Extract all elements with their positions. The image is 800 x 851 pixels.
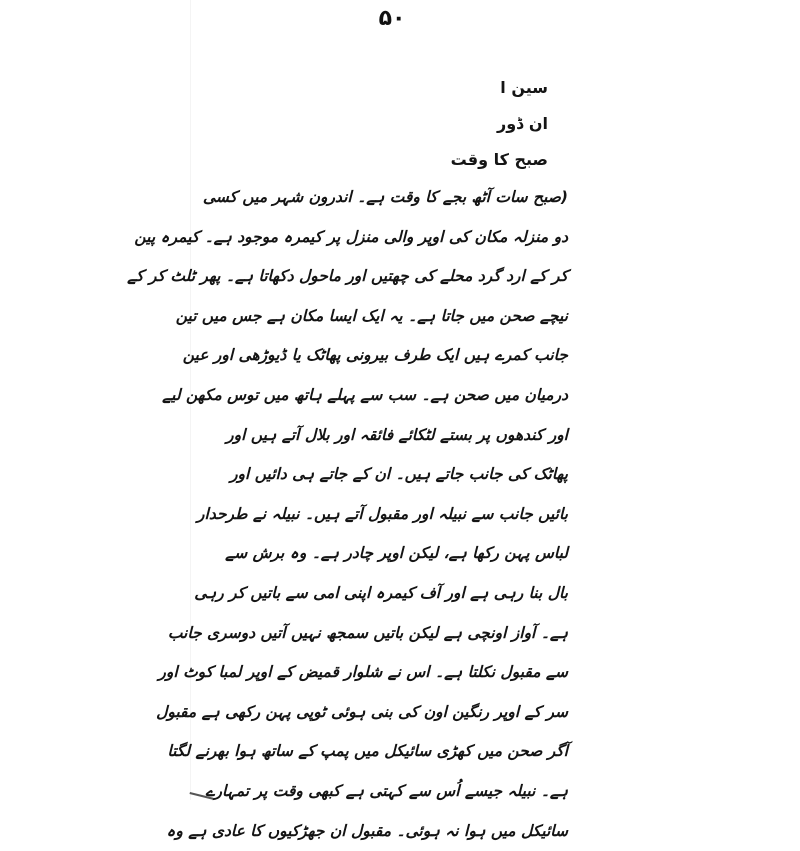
text-line: بال بنا رہی ہے اور آف کیمرہ اپنی امی سے باتیں کر رہی [238, 574, 568, 614]
text-line: اور کندھوں پر بستے لٹکائے فائقہ اور بلال آتے ہیں اور [238, 416, 568, 456]
text-line: دو منزلہ مکان کی اوپر والی منزل پر کیمرہ موجود ہے۔ کیمرہ پین [238, 218, 568, 258]
text-line: درمیان میں صحن ہے۔ سب سے پہلے ہاتھ میں توس مکھن لیے [238, 376, 568, 416]
text-line: بائیں جانب سے نبیلہ اور مقبول آتے ہیں۔ نبیلہ نے طرحدار [238, 495, 568, 535]
text-line: سائیکل میں ہوا نہ ہوئی۔ مقبول ان جھڑکیوں کا عادی ہے وہ [238, 812, 568, 851]
text-line: جانب کمرے ہیں ایک طرف بیرونی پھاٹک یا ڈیوڑھی اور عین [238, 336, 568, 376]
page-number: ۵۰ [372, 6, 412, 31]
text-line: لباس پہن رکھا ہے، لیکن اوپر چادر ہے۔ وہ برش سے [238, 534, 568, 574]
text-line: نیچے صحن میں جاتا ہے۔ یہ ایک ایسا مکان ہے جس میں تین [238, 297, 568, 337]
text-line: ہے۔ آواز اونچی ہے لیکن باتیں سمجھ نہیں آتیں دوسری جانب [238, 614, 568, 654]
text-line: سر کے اوپر رنگین اون کی بنی ہوئی ٹوپی پہن رکھی ہے مقبول [238, 693, 568, 733]
scene-time: صبح کا وقت [440, 142, 548, 178]
text-line: ہے۔ نبیلہ جیسے اُس سے کہتی ہے کبھی وقت پر تمہارے [238, 772, 568, 812]
text-line: کر کے ارد گرد محلے کی چھتیں اور ماحول دکھاتا ہے۔ پھر ٹلٹ کر کے [238, 257, 568, 297]
text-line: (صبح سات آٹھ بجے کا وقت ہے۔ اندرون شہر میں کسی [238, 178, 568, 218]
scene-location: ان ڈور [440, 106, 548, 142]
scene-description [238, 178, 568, 851]
text-line: آگر صحن میں کھڑی سائیکل میں پمپ کے ساتھ ہوا بھرنے لگتا [238, 732, 568, 772]
scene-number: سین ا [440, 70, 548, 106]
text-line: سے مقبول نکلتا ہے۔ اس نے شلوار قمیض کے اوپر لمبا کوٹ اور [238, 653, 568, 693]
text-line: پھاٹک کی جانب جاتے ہیں۔ ان کے جاتے ہی دائیں اور [238, 455, 568, 495]
scene-heading [440, 70, 548, 178]
